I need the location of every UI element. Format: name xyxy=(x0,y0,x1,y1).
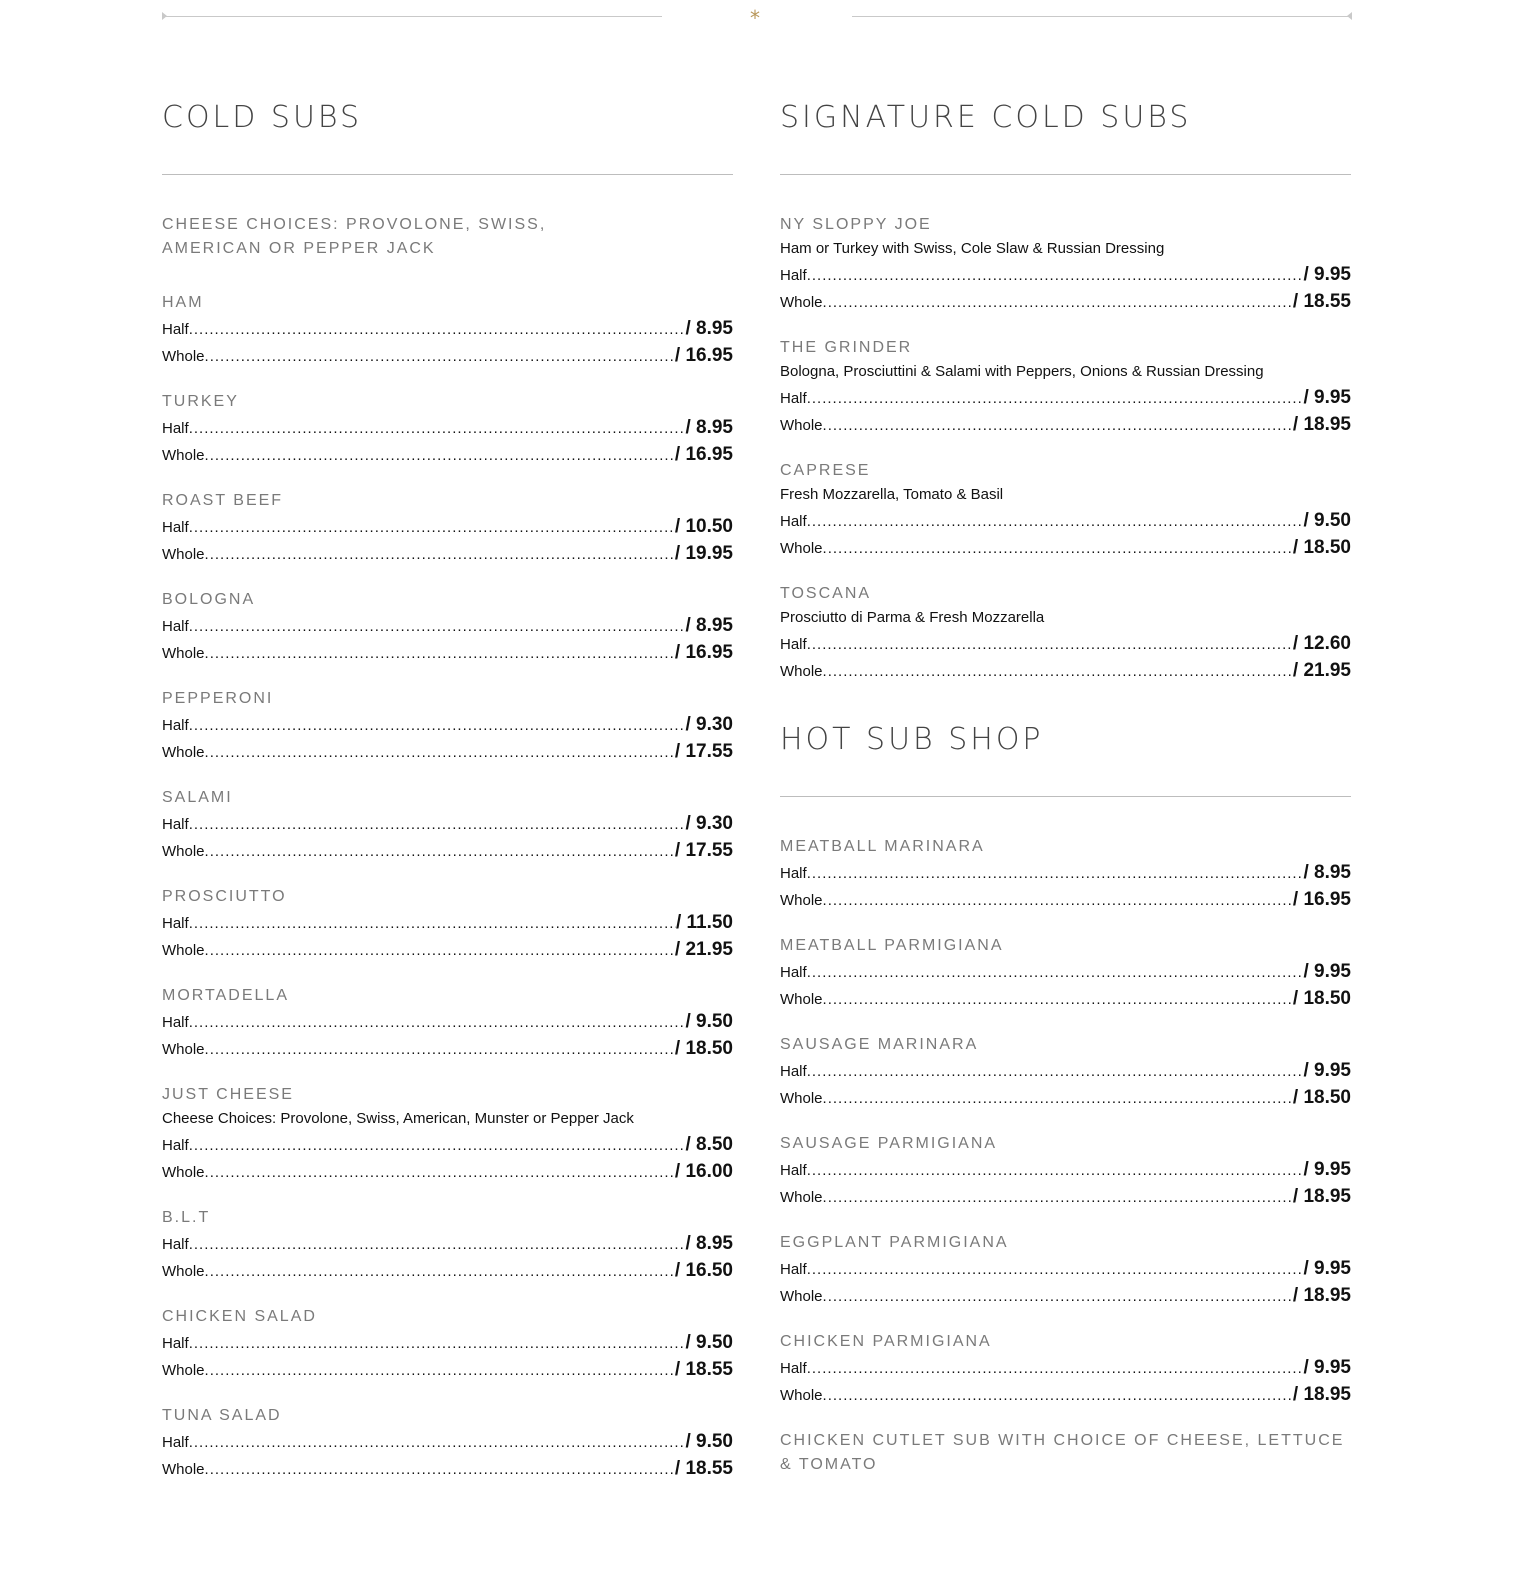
half-price-row xyxy=(162,711,733,738)
price-value: / 9.95 xyxy=(1303,384,1351,411)
price-value: / 18.55 xyxy=(675,1455,733,1482)
dot-leader xyxy=(189,1132,686,1159)
size-label: Whole xyxy=(162,546,205,563)
size-label: Half xyxy=(162,321,189,338)
section-title-hot-sub-shop: HOT SUB SHOP xyxy=(780,722,1044,757)
menu-item xyxy=(162,1404,733,1482)
size-label: Whole xyxy=(780,663,823,680)
size-label: Whole xyxy=(780,1189,823,1206)
price-value: / 18.50 xyxy=(1293,985,1351,1012)
size-label: Whole xyxy=(162,1263,205,1280)
price-value: / 8.95 xyxy=(685,612,733,639)
half-price-row xyxy=(780,1156,1351,1183)
size-label: Whole xyxy=(780,294,823,311)
whole-price-row xyxy=(780,886,1351,913)
menu-item-name: PROSCIUTTO xyxy=(162,888,287,905)
menu-item-name: SALAMI xyxy=(162,789,233,806)
price-value: / 18.95 xyxy=(1293,1381,1351,1408)
half-price-row xyxy=(780,1057,1351,1084)
half-price-row xyxy=(780,958,1351,985)
dot-leader xyxy=(807,1256,1304,1283)
menu-item xyxy=(162,984,733,1062)
dot-leader xyxy=(189,1429,686,1456)
dot-leader xyxy=(189,712,686,739)
half-price-row xyxy=(780,1354,1351,1381)
dot-leader xyxy=(205,937,675,964)
price-value: / 18.55 xyxy=(1293,288,1351,315)
dot-leader xyxy=(823,658,1293,685)
cold-subs-column xyxy=(162,96,733,1482)
menu-item xyxy=(162,489,733,567)
price-value: / 18.50 xyxy=(1293,1084,1351,1111)
top-divider xyxy=(162,8,1352,28)
price-value: / 18.50 xyxy=(675,1035,733,1062)
half-price-row xyxy=(162,1008,733,1035)
price-value: / 11.50 xyxy=(676,909,733,936)
price-value: / 8.95 xyxy=(685,315,733,342)
price-value: / 8.95 xyxy=(685,414,733,441)
menu-item-name: MORTADELLA xyxy=(162,987,289,1004)
menu-item-name: THE GRINDER xyxy=(780,339,913,356)
price-value: / 18.95 xyxy=(1293,1183,1351,1210)
size-label: Whole xyxy=(162,744,205,761)
dot-leader xyxy=(823,986,1293,1013)
size-label: Whole xyxy=(780,540,823,557)
half-price-row xyxy=(162,1428,733,1455)
price-value: / 9.95 xyxy=(1303,1354,1351,1381)
menu-item-description: Prosciutto di Parma & Fresh Mozzarella xyxy=(780,609,1045,626)
menu-item xyxy=(162,1206,733,1284)
half-price-row xyxy=(780,507,1351,534)
price-value: / 9.95 xyxy=(1303,1156,1351,1183)
dot-leader xyxy=(205,838,675,865)
menu-item-name: JUST CHEESE xyxy=(162,1086,294,1103)
divider-cap-right xyxy=(1347,12,1352,20)
divider-line-left xyxy=(162,16,662,17)
size-label: Half xyxy=(780,1063,807,1080)
size-label: Half xyxy=(162,1014,189,1031)
dot-leader xyxy=(807,1157,1304,1184)
price-value: / 18.50 xyxy=(1293,534,1351,561)
half-price-row xyxy=(780,859,1351,886)
price-value: / 16.95 xyxy=(675,342,733,369)
dot-leader xyxy=(823,535,1293,562)
dot-leader xyxy=(189,1330,686,1357)
menu-item xyxy=(780,1132,1351,1210)
size-label: Half xyxy=(162,915,189,932)
whole-price-row xyxy=(780,1084,1351,1111)
menu-item-name: NY SLOPPY JOE xyxy=(780,216,932,233)
whole-price-row xyxy=(162,639,733,666)
size-label: Whole xyxy=(162,1461,205,1478)
half-price-row xyxy=(780,261,1351,288)
whole-price-row xyxy=(162,1356,733,1383)
section-rule xyxy=(780,174,1351,175)
price-value: / 9.50 xyxy=(685,1329,733,1356)
price-value: / 18.95 xyxy=(1293,1282,1351,1309)
whole-price-row xyxy=(780,288,1351,315)
cheese-choices-note: CHEESE CHOICES: PROVOLONE, SWISS, AMERICAN OR PEPPER JACK xyxy=(162,216,547,257)
dot-leader xyxy=(205,739,675,766)
whole-price-row xyxy=(780,985,1351,1012)
menu-item xyxy=(780,1330,1351,1408)
menu-item-name: HAM xyxy=(162,294,204,311)
menu-item xyxy=(780,213,1351,315)
price-value: / 9.50 xyxy=(1303,507,1351,534)
price-value: / 8.95 xyxy=(685,1230,733,1257)
price-value: / 18.95 xyxy=(1293,411,1351,438)
whole-price-row xyxy=(780,1183,1351,1210)
half-price-row xyxy=(780,1255,1351,1282)
cold-subs-list xyxy=(162,291,733,1482)
size-label: Half xyxy=(162,1236,189,1253)
price-value: / 10.50 xyxy=(675,513,733,540)
size-label: Half xyxy=(780,1162,807,1179)
whole-price-row xyxy=(162,540,733,567)
dot-leader xyxy=(205,1159,675,1186)
half-price-row xyxy=(162,315,733,342)
size-label: Half xyxy=(780,636,807,653)
dot-leader xyxy=(807,262,1304,289)
size-label: Whole xyxy=(162,447,205,464)
size-label: Half xyxy=(780,513,807,530)
whole-price-row xyxy=(780,534,1351,561)
half-price-row xyxy=(780,630,1351,657)
whole-price-row xyxy=(780,1282,1351,1309)
dot-leader xyxy=(823,1382,1293,1409)
dot-leader xyxy=(823,1085,1293,1112)
dot-leader xyxy=(807,508,1304,535)
price-value: / 21.95 xyxy=(1293,657,1351,684)
whole-price-row xyxy=(162,1257,733,1284)
dot-leader xyxy=(823,412,1293,439)
section-rule xyxy=(780,796,1351,797)
size-label: Whole xyxy=(780,1288,823,1305)
menu-item-name: PEPPERONI xyxy=(162,690,274,707)
price-value: / 17.55 xyxy=(675,738,733,765)
dot-leader xyxy=(189,1231,686,1258)
dot-leader xyxy=(205,442,675,469)
dot-leader xyxy=(205,1456,675,1483)
whole-price-row xyxy=(780,657,1351,684)
menu-item-name: CHICKEN PARMIGIANA xyxy=(780,1333,992,1350)
size-label: Half xyxy=(162,1335,189,1352)
menu-item-name: MEATBALL PARMIGIANA xyxy=(780,937,1004,954)
menu-item-name: TURKEY xyxy=(162,393,239,410)
price-value: / 9.50 xyxy=(685,1008,733,1035)
size-label: Half xyxy=(162,1434,189,1451)
menu-item-name: EGGPLANT PARMIGIANA xyxy=(780,1234,1009,1251)
menu-item-name: TOSCANA xyxy=(780,585,872,602)
menu-item xyxy=(780,582,1351,684)
half-price-row xyxy=(162,612,733,639)
price-value: / 8.95 xyxy=(1303,859,1351,886)
menu-item-name: SAUSAGE MARINARA xyxy=(780,1036,979,1053)
dot-leader xyxy=(189,613,686,640)
size-label: Whole xyxy=(162,843,205,860)
size-label: Whole xyxy=(780,417,823,434)
dot-leader xyxy=(189,1009,686,1036)
half-price-row xyxy=(162,909,733,936)
dot-leader xyxy=(823,1184,1293,1211)
menu-item-name: CHICKEN SALAD xyxy=(162,1308,317,1325)
divider-line-right xyxy=(852,16,1352,17)
size-label: Whole xyxy=(780,1387,823,1404)
menu-item xyxy=(162,1305,733,1383)
dot-leader xyxy=(807,385,1304,412)
section-title-cold-subs: COLD SUBS xyxy=(162,100,363,135)
size-label: Half xyxy=(780,390,807,407)
dot-leader xyxy=(823,289,1293,316)
menu-item-name: CHICKEN CUTLET SUB WITH CHOICE OF CHEESE, LETTUCE & TOMATO xyxy=(780,1432,1345,1473)
dot-leader xyxy=(205,1036,675,1063)
dot-leader xyxy=(205,541,675,568)
menu-item-name: ROAST BEEF xyxy=(162,492,284,509)
whole-price-row xyxy=(162,936,733,963)
menu-item-description: Ham or Turkey with Swiss, Cole Slaw & Russian Dressing xyxy=(780,240,1165,257)
dot-leader xyxy=(807,959,1304,986)
price-value: / 9.95 xyxy=(1303,1255,1351,1282)
size-label: Half xyxy=(780,865,807,882)
half-price-row xyxy=(162,810,733,837)
price-value: / 9.95 xyxy=(1303,958,1351,985)
price-value: / 19.95 xyxy=(675,540,733,567)
dot-leader xyxy=(807,1058,1304,1085)
dot-leader xyxy=(823,1283,1293,1310)
dot-leader xyxy=(205,343,675,370)
menu-item-description: Bologna, Prosciuttini & Salami with Peppers, Onions & Russian Dressing xyxy=(780,363,1264,380)
price-value: / 16.95 xyxy=(675,441,733,468)
dot-leader xyxy=(807,1355,1304,1382)
signature-cold-subs-list xyxy=(780,213,1351,684)
menu-item xyxy=(162,588,733,666)
whole-price-row xyxy=(162,837,733,864)
size-label: Half xyxy=(162,816,189,833)
whole-price-row xyxy=(162,342,733,369)
size-label: Whole xyxy=(162,348,205,365)
menu-item xyxy=(780,336,1351,438)
size-label: Half xyxy=(162,618,189,635)
menu-item-description: Fresh Mozzarella, Tomato & Basil xyxy=(780,486,1004,503)
menu-item xyxy=(162,687,733,765)
size-label: Whole xyxy=(780,1090,823,1107)
dot-leader xyxy=(807,860,1304,887)
dot-leader xyxy=(189,811,686,838)
half-price-row xyxy=(162,1230,733,1257)
hot-sub-shop-section xyxy=(780,718,1351,1473)
price-value: / 9.30 xyxy=(685,711,733,738)
menu-item xyxy=(162,885,733,963)
signature-and-hot-column xyxy=(780,96,1351,1473)
price-value: / 9.95 xyxy=(1303,261,1351,288)
whole-price-row xyxy=(780,411,1351,438)
size-label: Half xyxy=(780,1261,807,1278)
dot-leader xyxy=(189,415,686,442)
half-price-row xyxy=(162,513,733,540)
size-label: Whole xyxy=(162,942,205,959)
price-value: / 16.50 xyxy=(675,1257,733,1284)
dot-leader xyxy=(189,910,676,937)
menu-item-name: BOLOGNA xyxy=(162,591,256,608)
size-label: Whole xyxy=(162,645,205,662)
asterisk-ornament-icon: * xyxy=(750,6,760,30)
size-label: Whole xyxy=(162,1362,205,1379)
size-label: Whole xyxy=(162,1041,205,1058)
whole-price-row xyxy=(162,1035,733,1062)
whole-price-row xyxy=(162,738,733,765)
dot-leader xyxy=(205,1357,675,1384)
section-rule xyxy=(162,174,733,175)
size-label: Whole xyxy=(780,892,823,909)
half-price-row xyxy=(162,1131,733,1158)
dot-leader xyxy=(205,640,675,667)
price-value: / 9.30 xyxy=(685,810,733,837)
size-label: Half xyxy=(780,964,807,981)
dot-leader xyxy=(823,887,1293,914)
size-label: Whole xyxy=(162,1164,205,1181)
size-label: Half xyxy=(162,420,189,437)
section-title-signature-cold-subs: SIGNATURE COLD SUBS xyxy=(780,100,1192,135)
dot-leader xyxy=(807,631,1293,658)
menu-item-name: CAPRESE xyxy=(780,462,871,479)
price-value: / 9.50 xyxy=(685,1428,733,1455)
whole-price-row xyxy=(162,1158,733,1185)
menu-item xyxy=(780,459,1351,561)
size-label: Half xyxy=(780,267,807,284)
size-label: Half xyxy=(162,519,189,536)
menu-item xyxy=(162,291,733,369)
half-price-row xyxy=(162,414,733,441)
price-value: / 16.95 xyxy=(1293,886,1351,913)
menu-item xyxy=(162,390,733,468)
menu-item-name: B.L.T xyxy=(162,1209,211,1226)
menu-item-name: TUNA SALAD xyxy=(162,1407,282,1424)
menu-item xyxy=(780,835,1351,913)
menu-item xyxy=(780,1033,1351,1111)
half-price-row xyxy=(162,1329,733,1356)
menu-item xyxy=(780,1231,1351,1309)
price-value: / 8.50 xyxy=(685,1131,733,1158)
dot-leader xyxy=(205,1258,675,1285)
price-value: / 9.95 xyxy=(1303,1057,1351,1084)
menu-item xyxy=(780,1429,1351,1473)
price-value: / 16.00 xyxy=(675,1158,733,1185)
price-value: / 12.60 xyxy=(1293,630,1351,657)
price-value: / 16.95 xyxy=(675,639,733,666)
menu-item xyxy=(162,786,733,864)
dot-leader xyxy=(189,514,675,541)
menu-item-name: MEATBALL MARINARA xyxy=(780,838,985,855)
menu-item-name: SAUSAGE PARMIGIANA xyxy=(780,1135,998,1152)
price-value: / 18.55 xyxy=(675,1356,733,1383)
hot-sub-shop-list xyxy=(780,835,1351,1473)
size-label: Half xyxy=(162,717,189,734)
menu-item xyxy=(780,934,1351,1012)
whole-price-row xyxy=(162,1455,733,1482)
whole-price-row xyxy=(780,1381,1351,1408)
menu-item xyxy=(162,1083,733,1185)
whole-price-row xyxy=(162,441,733,468)
menu-item-description: Cheese Choices: Provolone, Swiss, American, Munster or Pepper Jack xyxy=(162,1110,634,1127)
price-value: / 17.55 xyxy=(675,837,733,864)
half-price-row xyxy=(780,384,1351,411)
size-label: Half xyxy=(780,1360,807,1377)
size-label: Half xyxy=(162,1137,189,1154)
price-value: / 21.95 xyxy=(675,936,733,963)
dot-leader xyxy=(189,316,686,343)
size-label: Whole xyxy=(780,991,823,1008)
